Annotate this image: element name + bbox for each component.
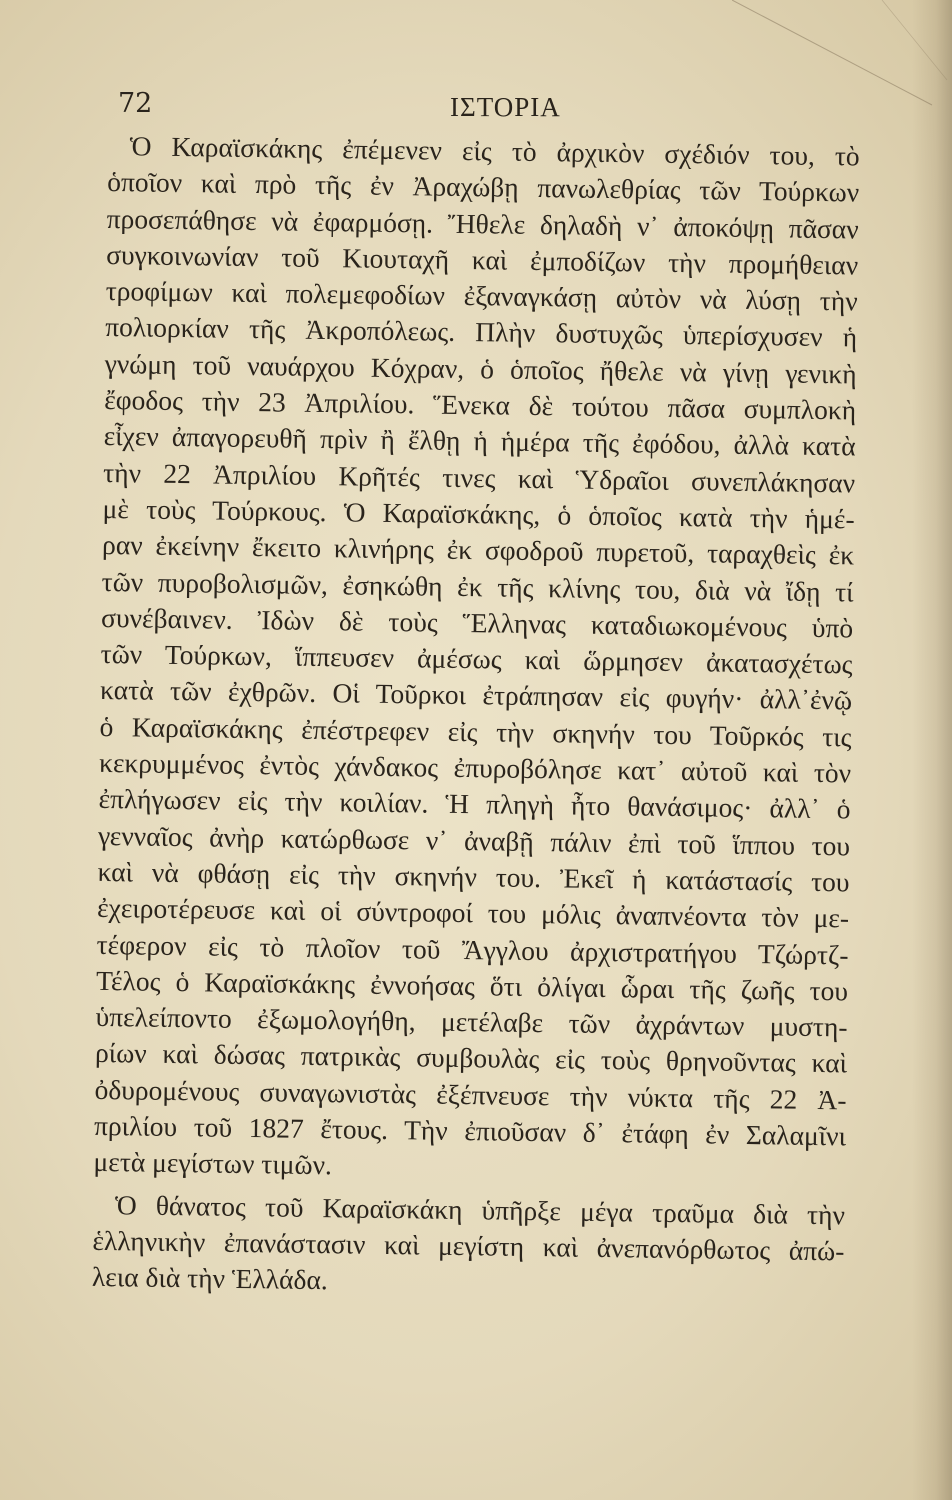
text-line: πριλίου τοῦ 1827 ἔτους. Τὴν ἐπιοῦσαν δ᾿ ἐτάφη ἐν Σαλαμῖνι <box>93 1109 847 1152</box>
text-line: κατὰ τῶν ἐχθρῶν. Οἱ Τοῦρκοι ἐτράπησαν εἰς φυγήν· ἀλλ᾿ἐνῷ <box>99 674 853 716</box>
text-line: τὴν 22 Ἀπριλίου Κρῆτές τινες καὶ Ὑδραῖοι συνεπλάκησαν <box>102 456 856 499</box>
paragraph <box>92 1187 853 1306</box>
text-line: συνέβαινεν. Ἰδὼν δὲ τοὺς Ἕλληνας καταδιωκομένους ὑπὸ <box>100 601 854 644</box>
text-line: μὲ τοὺς Τούρκους. Ὁ Καραϊσκάκης, ὁ ὁποῖος κατὰ τὴν ἡμέ- <box>102 492 855 535</box>
text-line: μετὰ μεγίστων τιμῶν. <box>93 1146 333 1181</box>
text-line: τῶν πυροβολισμῶν, ἐσηκώθη ἐκ τῆς κλίνης του, διὰ νὰ ἴδῃ τί <box>101 565 854 608</box>
text-line: ἐχειροτέρευσε καὶ οἱ σύντροφοί του μόλις ἀναπνέοντα τὸν με- <box>96 892 850 934</box>
text-line: λεια διὰ τὴν Ἑλλάδα. <box>91 1261 328 1296</box>
text-line: ὁ Καραϊσκάκης ἐπέστρεφεν εἰς τὴν σκηνήν του Τοῦρκός τις <box>99 710 852 753</box>
body-text <box>92 128 868 1306</box>
page-fold-shadow <box>912 0 952 1500</box>
text-line: γενναῖος ἀνὴρ κατώρθωσε ν᾿ ἀναβῇ πάλιν ἐπὶ τοῦ ἵππου του <box>97 819 851 862</box>
text-line: Ὁ Καραϊσκάκης ἐπέμενεν εἰς τὸ ἀρχικὸν σχέδιόν του, τὸ <box>129 130 860 172</box>
page-header <box>110 88 870 132</box>
text-line: τῶν Τούρκων, ἵππευσεν ἀμέσως καὶ ὥρμησεν ἀκατασχέτως <box>100 638 853 680</box>
text-line: τροφίμων καὶ πολεμεφοδίων ἐξαναγκάσῃ αὐτὸν νὰ λύσῃ τὴν <box>105 275 858 317</box>
text-line: συγκοινωνίαν τοῦ Κιουταχῆ καὶ ἐμποδίζων τὴν προμήθειαν <box>106 238 859 281</box>
text-line: ραν ἐκείνην ἔκειτο κλινήρης ἐκ σφοδροῦ πυρετοῦ, ταραχθεὶς ἐκ <box>101 529 855 571</box>
running-title: ΙΣΤΟΡΙΑ <box>450 92 561 122</box>
text-line: πολιορκίαν τῆς Ἀκροπόλεως. Πλὴν δυστυχῶς ὑπερίσχυσεν ἡ <box>105 311 858 353</box>
text-line: προσεπάθησε νὰ ἐφαρμόσῃ. Ἤθελε δηλαδὴ ν᾿ ἀποκόψῃ πᾶσαν <box>106 202 859 245</box>
text-line: ἐπλήγωσεν εἰς τὴν κοιλίαν. Ἡ πληγὴ ἦτο θανάσιμος· ἀλλ᾿ ὁ <box>98 783 851 825</box>
text-line: ὑπελείποντο ἐξωμολογήθη, μετέλαβε τῶν ἀχράντων μυστη- <box>95 1001 848 1043</box>
text-line: ρίων καὶ δώσας πατρικὰς συμβουλὰς εἰς τοὺς θρηνοῦντας καὶ <box>94 1037 848 1079</box>
text-line: ἑλληνικὴν ἐπανάστασιν καὶ μεγίστη καὶ ἀνεπανόρθωτος ἀπώ- <box>92 1224 845 1267</box>
text-line: γνώμη τοῦ ναυάρχου Κόχραν, ὁ ὁποῖος ἤθελε νὰ γίνῃ γενικὴ <box>104 347 857 390</box>
text-line: ὁποῖον καὶ πρὸ τῆς ἐν Ἀραχώβῃ πανωλεθρίας τῶν Τούρκων <box>107 166 860 208</box>
page-number: 72 <box>118 88 153 119</box>
text-line: Ὁ θάνατος τοῦ Καραϊσκάκη ὑπῆρξε μέγα τραῦμα διὰ τὴν <box>114 1188 846 1231</box>
text-line: τέφερον εἰς τὸ πλοῖον τοῦ Ἄγγλου ἀρχιστρατήγου Τζώρτζ- <box>96 928 849 970</box>
text-line: ἔφοδος τὴν 23 Ἀπριλίου. Ἕνεκα δὲ τούτου πᾶσα συμπλοκὴ <box>103 384 857 426</box>
text-line: κεκρυμμένος ἐντὸς χάνδακος ἐπυροβόλησε κατ᾿ αὐτοῦ καὶ τὸν <box>98 746 852 789</box>
text-line: Τέλος ὁ Καραϊσκάκης ἐννοήσας ὅτι ὀλίγαι ὧραι τῆς ζωῆς του <box>95 964 849 1007</box>
text-line: εἶχεν ἀπαγορευθῆ πρὶν ἢ ἔλθῃ ἡ ἡμέρα τῆς ἐφόδου, ἀλλὰ κατὰ <box>103 420 856 462</box>
text-line: καὶ νὰ φθάσῃ εἰς τὴν σκηνήν του. Ἐκεῖ ἡ κατάστασίς του <box>97 855 850 898</box>
text-line: ὀδυρομένους συναγωνιστὰς ἐξέπνευσε τὴν νύκτα τῆς 22 Ἀ- <box>94 1073 847 1116</box>
paragraph <box>93 128 868 1191</box>
